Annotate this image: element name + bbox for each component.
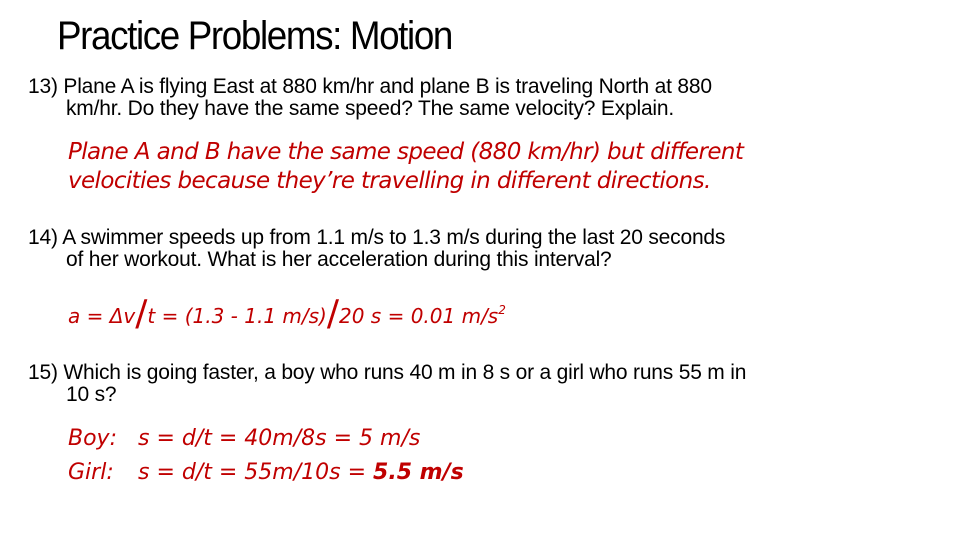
- question-14: [28, 227, 943, 271]
- question-14-line-2: of her workout. What is her acceleration during this interval?: [66, 248, 612, 271]
- acceleration-term: a = Δv: [68, 304, 136, 328]
- exponent: 2: [498, 303, 506, 317]
- velocity-change-term: t = (1.3 - 1.1 m/s): [147, 304, 327, 328]
- question-13-line-2: km/hr. Do they have the same speed? The same velocity? Explain.: [66, 97, 675, 120]
- acceleration-result: 20 s = 0.01 m/s: [339, 304, 499, 328]
- answer-13: [68, 138, 743, 196]
- division-slash: /: [135, 293, 148, 334]
- answer-15: [68, 422, 464, 490]
- girl-answer-row: [68, 456, 464, 490]
- boy-calculation: s = d/t = 40m/8s = 5 m/s: [138, 426, 421, 451]
- division-slash: /: [326, 293, 339, 334]
- answer-13-line-2: velocities because they’re travelling in different directions.: [68, 168, 711, 194]
- girl-calculation: s = d/t = 55m/10s =: [138, 460, 374, 485]
- question-15: [28, 362, 943, 406]
- slide-title: Practice Problems: Motion: [57, 14, 452, 58]
- girl-label: Girl:: [68, 460, 114, 485]
- answer-13-line-1: Plane A and B have the same speed (880 km/hr) but different: [68, 139, 744, 165]
- question-15-line-2: 10 s?: [66, 383, 117, 406]
- question-14-line-1: 14) A swimmer speeds up from 1.1 m/s to 1.3 m/s during the last 20 seconds: [28, 226, 726, 249]
- question-13: [28, 76, 943, 120]
- answer-14-equation: [68, 290, 506, 336]
- question-13-line-1: 13) Plane A is flying East at 880 km/hr and plane B is traveling North at 880: [28, 75, 712, 98]
- boy-answer-row: [68, 422, 464, 456]
- girl-result: 5.5 m/s: [373, 460, 464, 485]
- question-15-line-1: 15) Which is going faster, a boy who runs 40 m in 8 s or a girl who runs 55 m in: [28, 361, 747, 384]
- boy-label: Boy:: [68, 426, 117, 451]
